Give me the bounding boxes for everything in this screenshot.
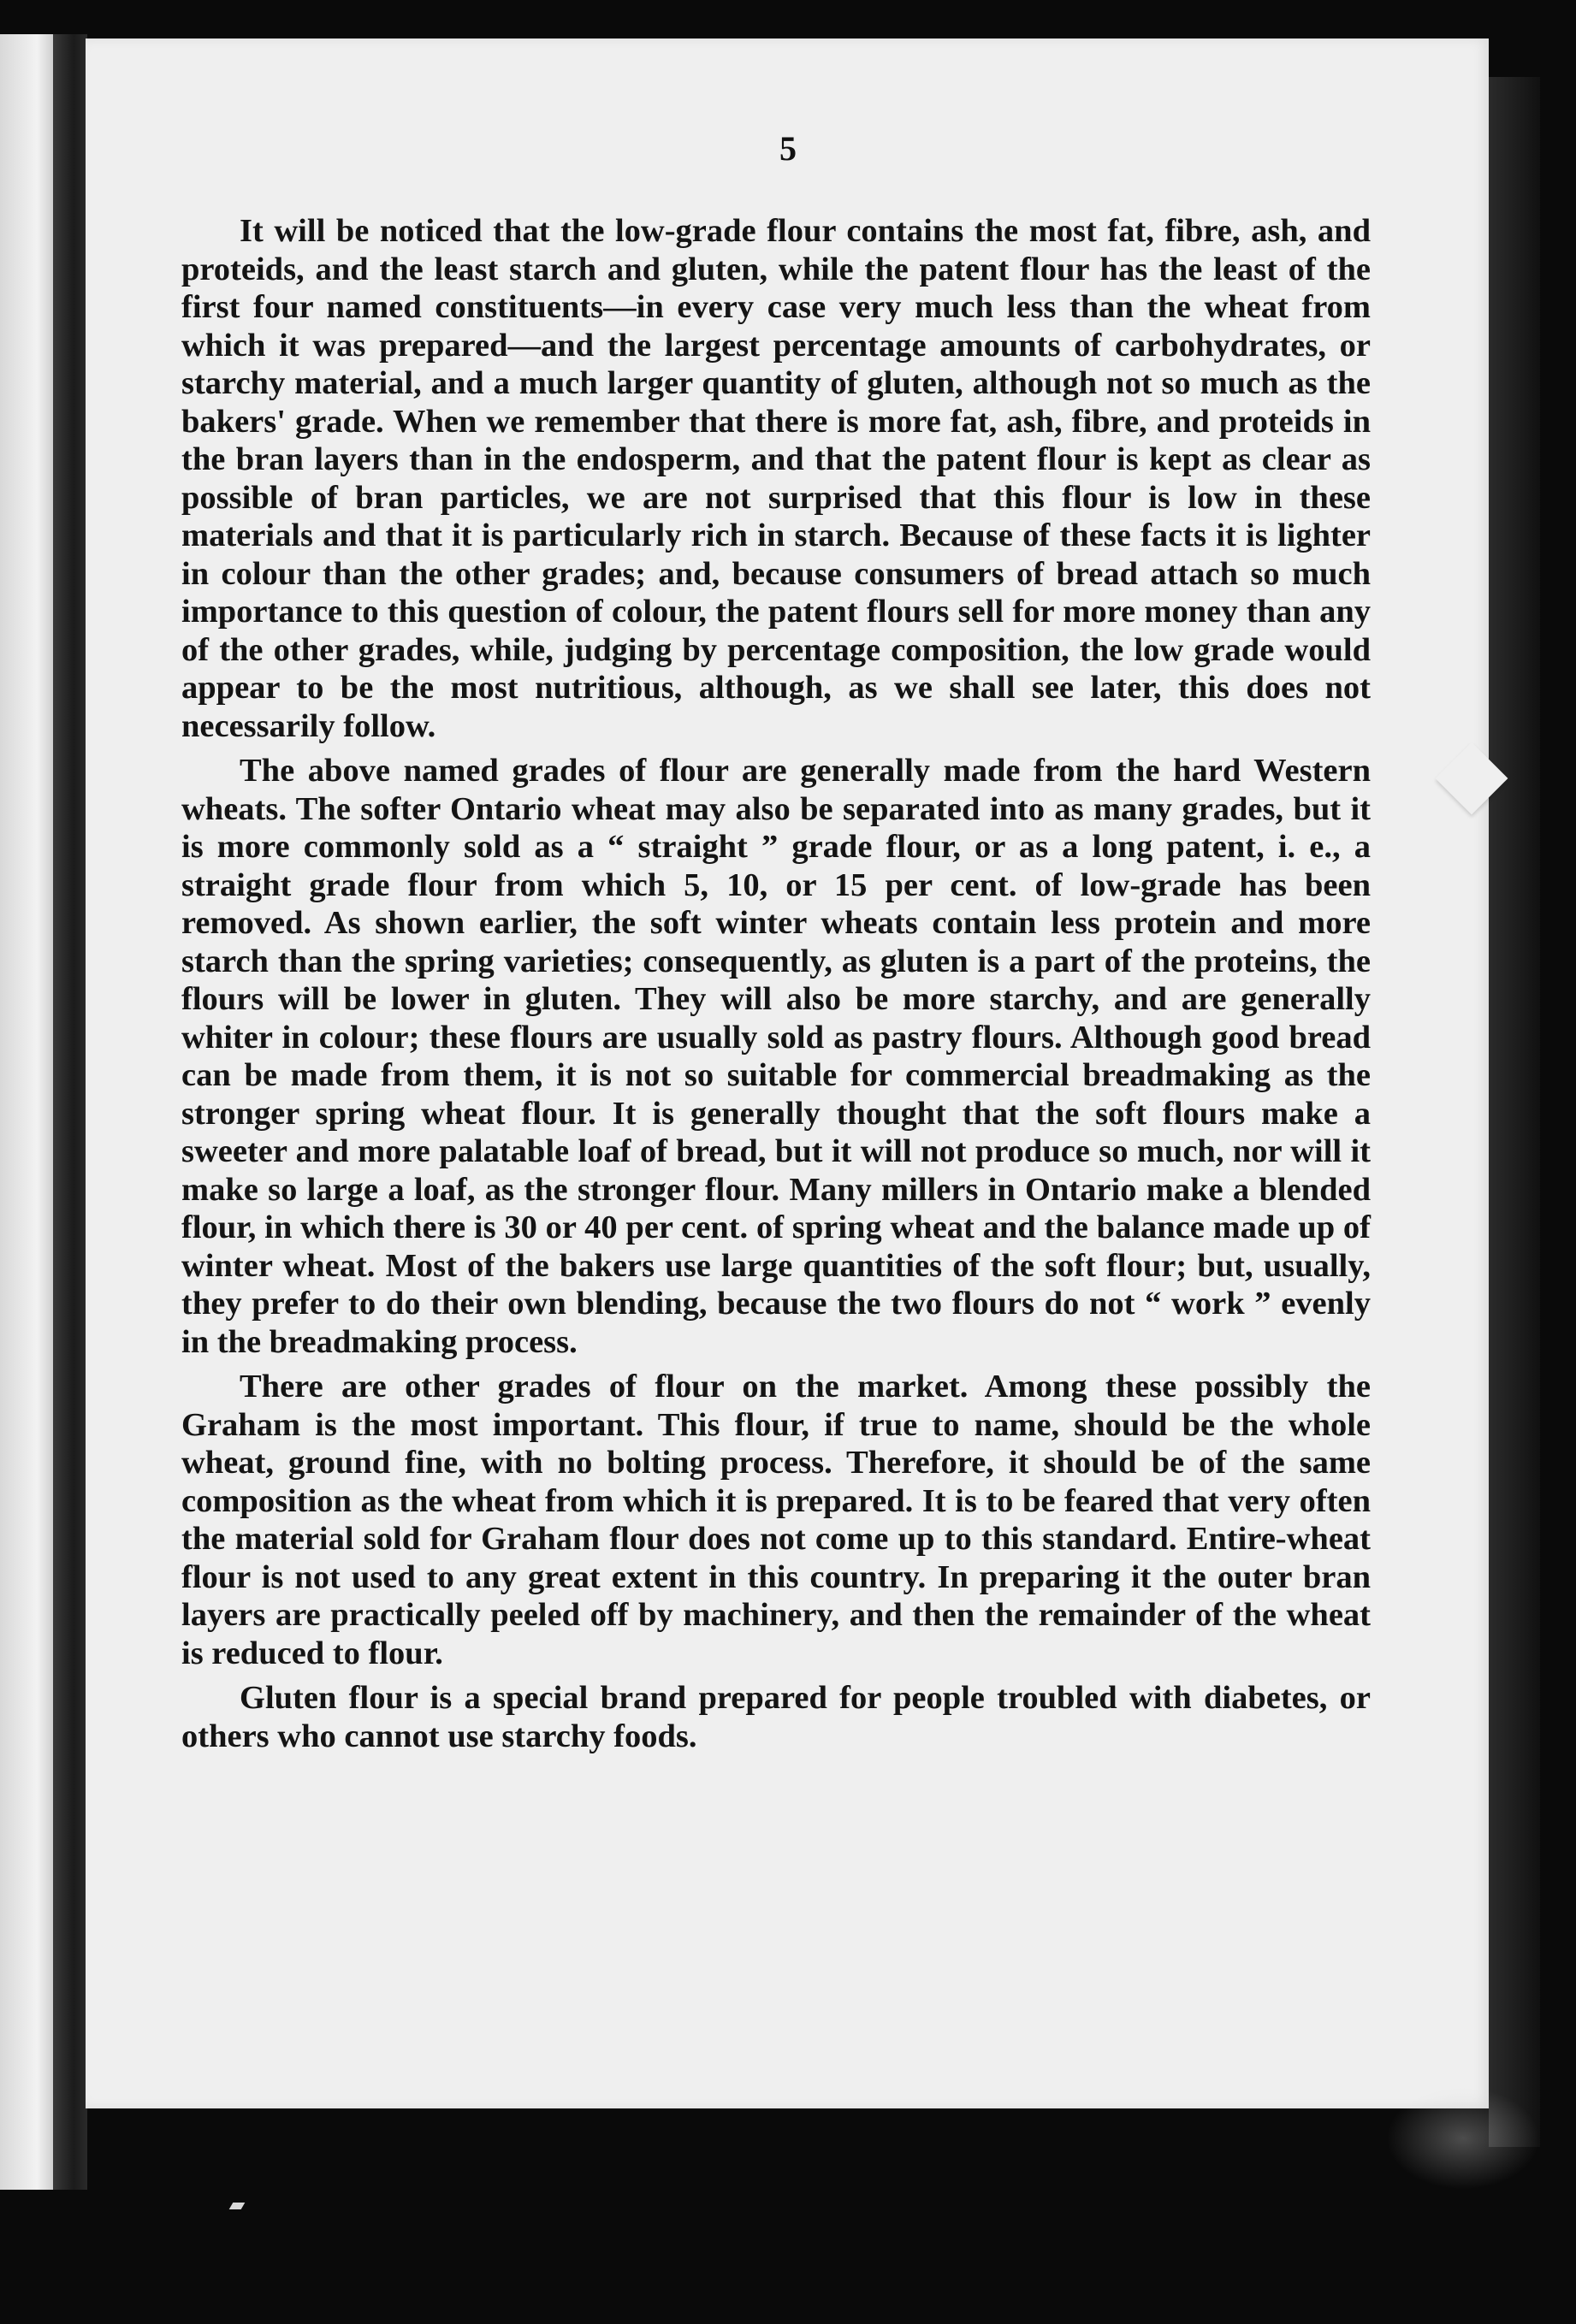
paragraph-gluten-flour: Gluten flour is a special brand prepared for people troubled with diabetes, or others who cannot use starchy foods. [181,1680,1371,1754]
page-number: 5 [779,129,797,168]
scan-artifact-smudge [1386,2087,1540,2190]
paragraph-western-ontario-wheats: The above named grades of flour are generally made from the hard Western wheats. The softer Ontario wheat may also be separated into as many grades, but it is more commonly sold as a “ straight ” grade flour, or as a long patent, i. e., a straight grade flour from which 5, 10, or 15 per cent. of low-grade has been removed. As shown earlier, the soft winter wheats contain less protein and more starch than the spring varieties; consequently, as gluten is a part of the proteins, the flours will be lower in gluten. They will also be more starchy, and are generally whiter in colour; these flours are usually sold as pastry flours. Although good bread can be made from them, it is not so suitable for commercial breadmaking as the stronger spring wheat flour. It is generally thought that the soft flours make a sweeter and more palatable loaf of bread, but it will not produce so much, nor will it make so large a loaf, as the stronger flour. Many millers in Ontario make a blended flour, in which there is 30 or 40 per cent. of spring wheat and the balance made up of winter wheat. Most of the bakers use large quantities of the soft flour; but, usually, they prefer to do their own blending, because the two flours do not “ work ” evenly in the breadmaking process. [181,753,1371,1360]
body-text [181,212,1371,1755]
book-spine-shadow [53,34,87,2190]
paragraph-graham-flour: There are other grades of flour on the market. Among these possibly the Graham is the most important. This flour, if true to name, should be the whole wheat, ground fine, with no bolting process. Therefore, it should be of the same composition as the wheat from which it is prepared. It is to be feared that very often the material sold for Graham flour does not come up to this standard. Entire-wheat flour is not used to any great extent in this country. In preparing it the outer bran layers are practically peeled off by machinery, and then the remainder of the wheat is reduced to flour. [181,1369,1371,1671]
left-page-edge [0,34,53,2190]
paragraph-flour-grades-composition: It will be noticed that the low-grade flour contains the most fat, fibre, ash, and proteids, and the least starch and gluten, while the patent flour has the least of the first four named constituents—in every case very much less than the wheat from which it was prepared—and the largest percentage amounts of carbohydrates, or starchy material, and a much larger quantity of gluten, although not so much as the bakers' grade. When we remember that there is more fat, ash, fibre, and proteids in the bran layers than in the endosperm, and that the patent flour is kept as clear as possible of bran particles, we are not surprised that this flour is low in these materials and that it is particularly rich in starch. Because of these facts it is lighter in colour than the other grades; and, because consumers of bread attach so much importance to this question of colour, the patent flours sell for more money than any of the other grades, while, judging by percentage composition, the low grade would appear to be the most nutritious, although, as we shall see later, this does not necessarily follow. [181,213,1371,744]
scan-artifact-mark [229,2203,246,2209]
page-edge-shadow [1489,77,1540,2147]
